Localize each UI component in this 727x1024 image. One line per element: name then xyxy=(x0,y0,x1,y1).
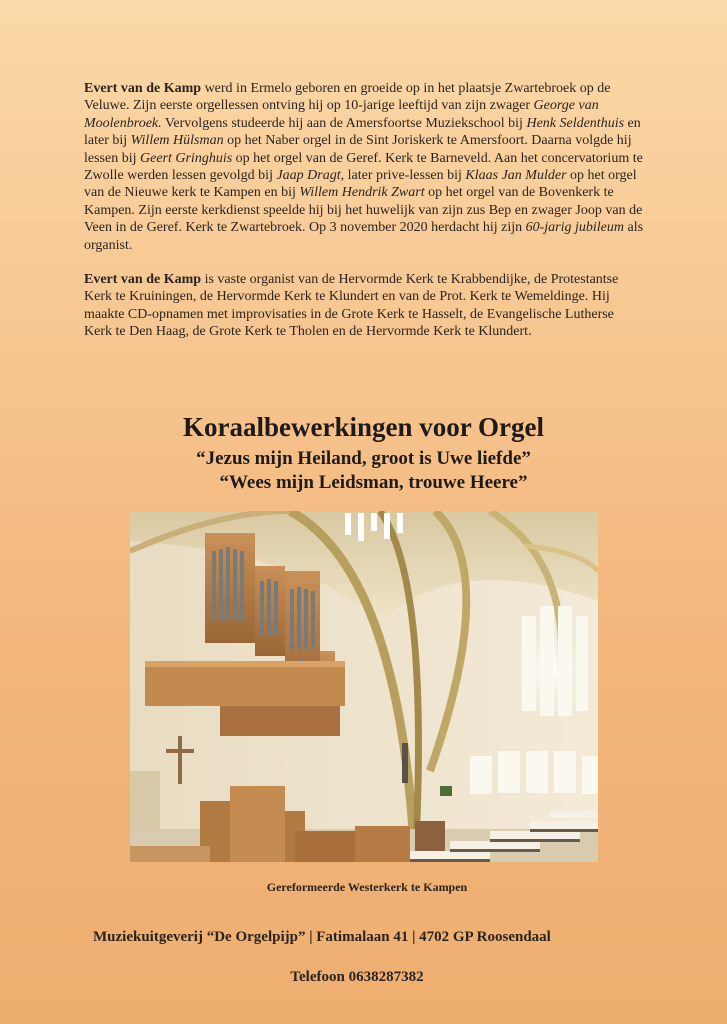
biography xyxy=(84,80,644,358)
photo-caption: Gereformeerde Westerkerk te Kampen xyxy=(266,880,468,894)
emphasized-name: Klaas Jan Mulder xyxy=(465,168,567,184)
text-run: op het orgel van de Nieuwe kerk te Kampen en bij xyxy=(84,168,637,201)
text-run: op het orgel van de Geref. Kerk te Barneveld. Aan het concervatorium te Zwolle werden lessen gevolgd bij xyxy=(84,150,643,184)
emphasized-name: Geert Gringhuis xyxy=(140,150,233,166)
text-run: , later prive-lessen bij xyxy=(340,168,466,184)
emphasized-name: Jaap Dragt xyxy=(276,168,341,184)
church-organ-photo xyxy=(130,511,598,862)
organist-name: Evert van de Kamp xyxy=(84,272,202,288)
text-run: is vaste organist van de Hervormde Kerk te Krabbendijke, de Protestantse Kerk te Kruiningen, de Hervormde Kerk te Klundert en van de Prot. Kerk te Wemeldinge. Hij maakte CD-opnamen met improvisaties in de Grote Kerk te Hasselt, de Evangelische Lutherse Kerk te Den Haag, de Grote Kerk te Tholen en de Hervormde Kerk te Klundert. xyxy=(84,272,619,340)
text-run: op het orgel van de Bovenkerk te Kampen. Zijn eerste kerkdienst speelde hij bij het huwelijk van zijn zus Bep en zwager Joop van de Veen in de Geref. Kerk te Zwartebroek. Op 3 november 2020 herdacht hij zijn xyxy=(84,185,643,236)
text-run: op het Naber orgel in de Sint Joriskerk te Amersfoort. Daarna volgde hij lessen bij xyxy=(84,133,632,166)
organist-name: Evert van de Kamp xyxy=(84,81,202,96)
page-title: Koraalbewerkingen voor Orgel xyxy=(183,412,544,442)
telephone-number: Telefoon 0638287382 xyxy=(290,969,424,985)
subtitle-hymn-1: “Jezus mijn Heiland, groot is Uwe liefde” xyxy=(196,448,531,469)
text-run: en later bij xyxy=(84,115,641,149)
emphasized-name: Willem Hülsman xyxy=(130,133,224,149)
emphasized-name: Willem Hendrik Zwart xyxy=(299,185,425,201)
text-run: als organist. xyxy=(84,220,644,253)
emphasized-name: George van Moolenbroek. xyxy=(84,98,599,131)
text-run: werd in Ermelo geboren en groeide op in het plaatsje Zwartebroek op de Veluwe. Zijn eerste orgellessen ontving hij op 10-jarige leeftijd van zijn zwager xyxy=(84,81,611,114)
biography-paragraph-2 xyxy=(84,271,644,341)
publisher-address: Muziekuitgeverij “De Orgelpijp” | Fatimalaan 41 | 4702 GP Roosendaal xyxy=(93,929,551,945)
subtitle-hymn-2: “Wees mijn Leidsman, trouwe Heere” xyxy=(219,472,528,493)
emphasized-name: Henk Seldenthuis xyxy=(526,115,625,131)
biography-paragraph-1 xyxy=(84,80,644,254)
emphasized-name: 60-jarig jubileum xyxy=(525,220,625,236)
text-run: Vervolgens studeerde hij aan de Amersfoortse Muziekschool bij xyxy=(161,115,527,131)
